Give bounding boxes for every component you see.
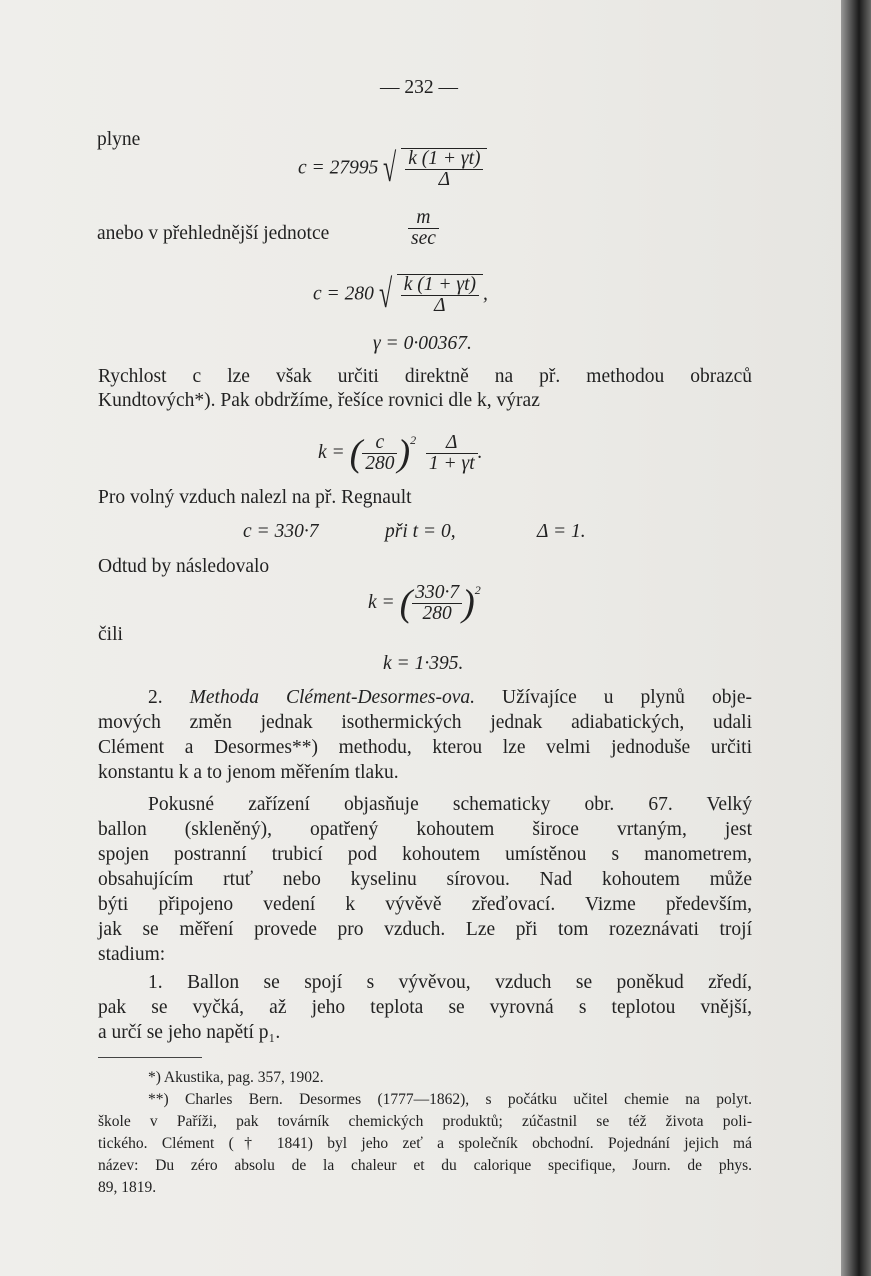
paragraph-3-line-7: stadium: bbox=[98, 944, 166, 965]
eq4-num: Δ bbox=[426, 433, 478, 454]
section-2-line-1-rest: Užívajíce u plynů obje- bbox=[502, 687, 753, 708]
eq2-sqrt: √ $\frac{k (1 + \gamma t)}{\Delta}$ bbox=[379, 274, 483, 316]
book-spine bbox=[841, 0, 871, 1276]
text-plyne: plyne bbox=[97, 129, 141, 150]
eq6-num: 330·7 bbox=[412, 583, 462, 604]
unit-num: m bbox=[408, 208, 439, 229]
eq2-lhs: c = 280 bbox=[313, 283, 374, 305]
eq1-den: Δ bbox=[438, 169, 451, 190]
eq4-inner-num: c bbox=[362, 433, 397, 454]
equation-5b: při t = 0, bbox=[385, 521, 456, 542]
equation-3: γ = 0·00367. bbox=[373, 333, 472, 354]
eq2-num: k (1 + γt) bbox=[401, 275, 479, 296]
text-odtud: Odtud by následovalo bbox=[98, 556, 270, 577]
section-2-line-4: konstantu k a to jenom měřením tlaku. bbox=[98, 762, 399, 783]
unit-den: sec bbox=[411, 228, 436, 249]
footnote-2-line-2: škole v Paříži, pak továrník chemických produktů; zúčastnil se též života poli- bbox=[98, 1113, 752, 1130]
eq1-num: k (1 + γt) bbox=[405, 149, 483, 170]
paragraph-3-line-3: spojen postranní trubicí pod kohoutem umístěnou s manometrem, bbox=[98, 844, 752, 865]
footnote-rule bbox=[98, 1057, 202, 1058]
paragraph-3-line-4: obsahujícím rtuť nebo kyselinu sírovou. Nad kohoutem může bbox=[98, 869, 752, 890]
equation-1 bbox=[298, 145, 487, 190]
eq4-inner-den: 280 bbox=[365, 453, 395, 475]
equation-5a: c = 330·7 bbox=[243, 521, 319, 542]
footnote-2-line-5: 89, 1819. bbox=[98, 1179, 157, 1196]
section-2-line-1 bbox=[148, 686, 752, 710]
paragraph-3-line-6: jak se měření provede pro vzduch. Lze při tom rozeznávati trojí bbox=[98, 919, 752, 940]
eq6-den: 280 bbox=[422, 603, 452, 625]
page-number: — 232 — bbox=[380, 77, 458, 98]
equation-2 bbox=[313, 271, 488, 316]
section-2-number: 2. bbox=[148, 687, 163, 708]
eq2-tail: , bbox=[482, 283, 488, 305]
section-2-line-3: Clément a Desormes**) methodu, kterou lze velmi jednoduše určiti bbox=[98, 737, 752, 758]
eq4-den: 1 + γt bbox=[428, 453, 475, 475]
paragraph-4-line-1: 1. Ballon se spojí s vývěvou, vzduch se poněkud zředí, bbox=[148, 972, 752, 993]
footnote-2-line-3: tického. Clément († 1841) byl jeho zeť a společník obchodní. Pojednání jejich má bbox=[98, 1135, 752, 1152]
equation-5c: Δ = 1. bbox=[537, 521, 586, 542]
footnote-2-line-1: **) Charles Bern. Desormes (1777—1862), s počátku učitel chemie na polyt. bbox=[148, 1091, 752, 1108]
paragraph-4-line-3: a určí se jeho napětí p₁. bbox=[98, 1022, 281, 1043]
equation-7: k = 1·395. bbox=[383, 653, 464, 674]
eq1-sqrt: √ $\frac{k (1 + \gamma t)}{\Delta}$ bbox=[383, 148, 487, 190]
text-cili: čili bbox=[98, 624, 123, 645]
footnote-1: *) Akustika, pag. 357, 1902. bbox=[148, 1069, 324, 1086]
paragraph-1-line-2: Kundtových*). Pak obdržíme, řešíce rovnici dle k, výraz bbox=[98, 390, 540, 411]
eq1-lhs: c = 27995 bbox=[298, 157, 379, 179]
paragraph-3-line-5: býti připojeno vedení k vývěvě zřeďovací. Vizme především, bbox=[98, 894, 752, 915]
eq4-tail: . bbox=[477, 442, 483, 463]
section-2-title: Methoda Clément-Desormes-ova. bbox=[189, 687, 475, 708]
footnote-2-line-4: název: Du zéro absolu de la chaleur et du calorique specifique, Journ. de phys. bbox=[98, 1157, 752, 1174]
text-unit-line: anebo v přehlednější jednotce bbox=[97, 223, 330, 244]
equation-4: k = ( $\frac{c}{280}$ )$^2$ $\frac{\Delta}{1 + \gamma t}$ . bbox=[318, 432, 483, 475]
equation-6: k = ( $\frac{330\cdot 7}{280}$ )$^2$ bbox=[368, 582, 481, 625]
section-2-line-2: mových změn jednak isothermických jednak adiabatických, udali bbox=[98, 712, 752, 733]
eq2-den: Δ bbox=[434, 295, 446, 316]
paragraph-2: Pro volný vzduch nalezl na př. Regnault bbox=[98, 487, 412, 508]
eq6-lhs: k = bbox=[368, 592, 395, 613]
paragraph-1-line-1: Rychlost c lze však určiti direktně na př. methodou obrazců bbox=[98, 366, 752, 387]
paragraph-3-line-2: ballon (skleněný), opatřený kohoutem široce vrtaným, jest bbox=[98, 819, 752, 840]
paragraph-3-line-1: Pokusné zařízení objasňuje schematicky obr. 67. Velký bbox=[148, 794, 752, 815]
eq6-exp: 2 bbox=[474, 583, 481, 597]
eq4-lhs: k = bbox=[318, 442, 345, 463]
unit-fraction bbox=[408, 208, 439, 249]
paragraph-4-line-2: pak se vyčká, až jeho teplota se vyrovná s teplotou vnější, bbox=[98, 997, 752, 1018]
eq4-exp: 2 bbox=[410, 433, 417, 447]
